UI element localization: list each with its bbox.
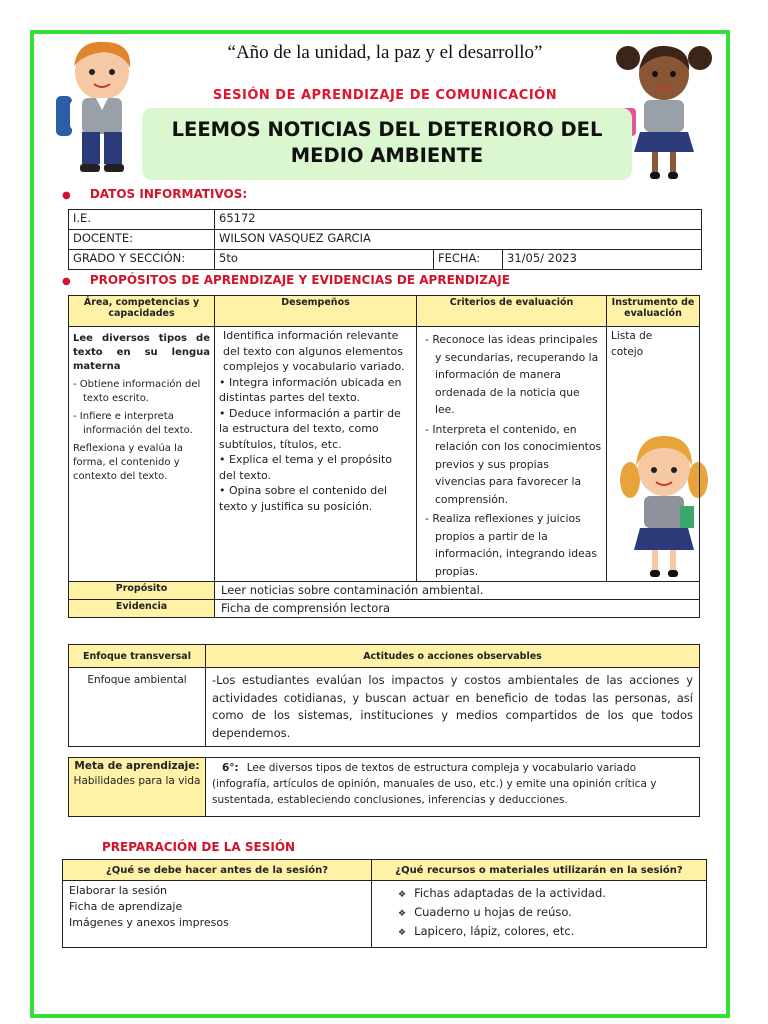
enfoque-col2: Actitudes o acciones observables: [206, 645, 700, 668]
session-title: [142, 117, 632, 169]
ie-label: I.E.: [69, 210, 215, 230]
col-area: Área, competencias y capacidades: [69, 296, 215, 327]
docente-value: WILSON VASQUEZ GARCIA: [215, 230, 702, 250]
datos-heading-row: [62, 183, 247, 202]
col-desempenos: Desempeños: [215, 296, 417, 327]
recurso-item: ❖ Cuaderno u hojas de reúso.: [398, 905, 572, 919]
propositos-heading-row: [62, 269, 510, 288]
boy-student-illustration: [52, 36, 152, 176]
preparacion-table: [62, 859, 707, 948]
antes-item: Imágenes y anexos impresos: [69, 916, 229, 929]
meta-table: [68, 757, 700, 817]
meta-text-cell: [206, 758, 700, 817]
recurso-item: ❖ Lapicero, lápiz, colores, etc.: [398, 924, 575, 938]
meta-grade: 6°:: [222, 762, 239, 774]
criterio-item: - Reconoce las ideas principales y secundarias, recuperando la información de manera ordenada de la noticia que lee.: [425, 333, 599, 416]
enfoque-col1: Enfoque transversal: [69, 645, 206, 668]
diamond-bullet-icon: ❖: [398, 928, 407, 938]
grado-label: GRADO Y SECCIÓN:: [69, 250, 215, 270]
capacidad-item: - Obtiene información del texto escrito.: [73, 379, 201, 404]
session-title-line2: MEDIO AMBIENTE: [290, 144, 484, 167]
desempeno-item: • Integra información ubicada en distintas partes del texto.: [219, 375, 402, 404]
diamond-bullet-icon: ❖: [398, 909, 407, 919]
criterio-item: - Interpreta el contenido, en relación con los conocimientos previos y sus propias vivencias para favorecer la comprensión.: [425, 422, 602, 506]
instrumento-cell: [607, 327, 700, 582]
enfoque-name: Enfoque ambiental: [69, 668, 206, 747]
recursos-list: [398, 885, 706, 942]
antes-item: Elaborar la sesión: [69, 884, 168, 897]
criterios-list: [421, 331, 602, 580]
datos-table: [68, 209, 702, 270]
preparacion-col2: ¿Qué recursos o materiales utilizarán en la sesión?: [372, 860, 707, 881]
instrumento-value: Lista de cotejo: [611, 330, 653, 358]
criterio-item: - Realiza reflexiones y juicios propios a partir de la información, integrando ideas propias.: [425, 512, 597, 578]
desempenos-cell: [215, 327, 417, 582]
datos-heading: DATOS INFORMATIVOS:: [89, 187, 248, 201]
meta-text: Lee diversos tipos de textos de estructura compleja y vocabulario variado (infografía, artículos de opinión, manuales de uso, etc.) y emite una opinión crítica y sustentada, estableciendo conclusiones, inferencias y deducciones.: [212, 762, 657, 806]
capacidades-list: [73, 378, 210, 438]
antes-cell: [63, 881, 372, 948]
meta-sub: Habilidades para la vida: [73, 775, 201, 787]
preparacion-heading: PREPARACIÓN DE LA SESIÓN: [102, 840, 296, 854]
recursos-cell: [372, 881, 707, 948]
desempeno-item: • Opina sobre el contenido del texto y justifica su posición.: [219, 484, 388, 513]
meta-label-cell: [69, 758, 206, 817]
meta-label: Meta de aprendizaje:: [74, 760, 200, 772]
propositos-table: [68, 295, 700, 618]
desempeno-item: Identifica información relevante del texto con algunos elementos complejos y vocabulario variado.: [223, 329, 405, 373]
capacidad-item: - Infiere e interpreta información del texto.: [73, 411, 193, 436]
desempeno-item: • Explica el tema y el propósito del texto.: [219, 453, 393, 482]
bullet-icon: ●: [62, 276, 71, 287]
propositos-heading: PROPÓSITOS DE APRENDIZAJE Y EVIDENCIAS DE APRENDIZAJE: [89, 273, 510, 287]
recurso-item: ❖ Fichas adaptadas de la actividad.: [398, 886, 606, 900]
evidencia-label: Evidencia: [69, 600, 215, 618]
proposito-label: Propósito: [69, 582, 215, 600]
desempeno-item: • Deduce información a partir de la estructura del texto, como subtítulos, títulos, etc.: [219, 406, 401, 451]
enfoque-table: [68, 644, 700, 747]
fecha-value: 31/05/ 2023: [503, 250, 702, 270]
preparacion-col1: ¿Qué se debe hacer antes de la sesión?: [63, 860, 372, 881]
session-title-line1: LEEMOS NOTICIAS DEL DETERIORO DEL: [171, 118, 603, 141]
grado-value: 5to: [215, 250, 434, 270]
antes-item: Ficha de aprendizaje: [69, 900, 183, 913]
diamond-bullet-icon: ❖: [398, 890, 407, 900]
reflexiona-text: Reflexiona y evalúa la forma, el contenido y contexto del texto.: [73, 443, 184, 482]
criterios-cell: [417, 327, 607, 582]
col-criterios: Criterios de evaluación: [417, 296, 607, 327]
evidencia-value: Ficha de comprensión lectora: [215, 600, 700, 618]
bullet-icon: ●: [62, 190, 71, 201]
enfoque-text: -Los estudiantes evalúan los impactos y costos ambientales de las acciones y actividades cotidianas, y buscan actuar en beneficio de todas las personas, así como de los sistemas, instituciones y medios compartidos de los que todos dependemos.: [206, 668, 700, 747]
fecha-label: FECHA:: [434, 250, 503, 270]
competencia: Lee diversos tipos de texto en su lengua materna: [73, 333, 210, 372]
docente-label: DOCENTE:: [69, 230, 215, 250]
col-instrumento: Instrumento de evaluación: [607, 296, 700, 327]
proposito-value: Leer noticias sobre contaminación ambiental.: [215, 582, 700, 600]
session-type-heading: SESIÓN DE APRENDIZAJE DE COMUNICACIÓN: [212, 88, 558, 103]
year-motto: “Año de la unidad, la paz y el desarrollo”: [227, 42, 543, 63]
area-cell: [69, 327, 215, 582]
ie-value: 65172: [215, 210, 702, 230]
